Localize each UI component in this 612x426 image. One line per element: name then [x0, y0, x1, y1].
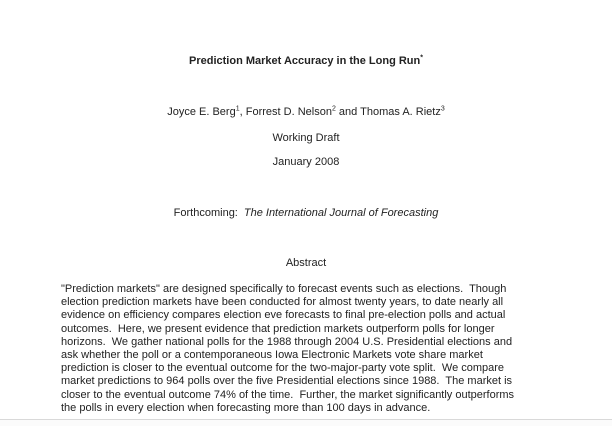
journal-name: The International Journal of Forecasting — [243, 207, 439, 219]
author-1: Joyce E. Berg — [167, 106, 236, 118]
author-3: Thomas A. Rietz — [360, 106, 441, 118]
title-footnote-mark: * — [420, 54, 423, 62]
author-2-affiliation-mark: 2 — [331, 105, 336, 113]
abstract-line: outcomes. Here, we present evidence that prediction markets outperform polls for longer — [61, 322, 495, 335]
abstract-line: ask whether the poll or a contemporaneous Iowa Electronic Markets vote share market — [61, 349, 483, 362]
draft-status: Working Draft — [272, 132, 340, 144]
author-3-affiliation-mark: 3 — [440, 105, 445, 113]
abstract-line: market predictions to 964 polls over the five Presidential elections since 1988. The market is — [61, 375, 513, 388]
author-separator: and — [335, 106, 361, 118]
authors-line — [0, 106, 612, 119]
abstract-heading: Abstract — [285, 257, 327, 269]
abstract-line: horizons. We gather national polls for the 1988 through 2004 U.S. Presidential elections and — [61, 335, 513, 348]
abstract-line: the polls in every election when forecasting more than 100 days in advance. — [61, 401, 431, 414]
paper-title-text: Prediction Market Accuracy in the Long Run — [189, 55, 421, 67]
abstract-line: evidence on efficiency compares election eve forecasts to final pre-election polls and actual — [61, 309, 506, 322]
abstract-line: closer to the eventual outcome 74% of the time. Further, the market significantly outperforms — [61, 388, 515, 401]
paper-date: January 2008 — [272, 156, 340, 168]
author-2: Forrest D. Nelson — [245, 106, 332, 118]
forthcoming-line — [0, 207, 612, 220]
abstract-paragraph — [61, 283, 561, 415]
page-bottom-edge — [0, 419, 612, 426]
forthcoming-label: Forthcoming: — [173, 207, 238, 219]
abstract-line: election prediction markets have been conducted for almost twenty years, to date nearly all — [61, 296, 504, 309]
abstract-line: "Prediction markets" are designed specifically to forecast events such as elections. Though — [61, 283, 507, 295]
abstract-line: prediction is closer to the eventual outcome for the two-major-party vote split. We compare — [61, 362, 505, 375]
author-separator: , — [239, 106, 246, 118]
paper-title — [0, 55, 612, 68]
author-1-affiliation-mark: 1 — [235, 105, 240, 113]
